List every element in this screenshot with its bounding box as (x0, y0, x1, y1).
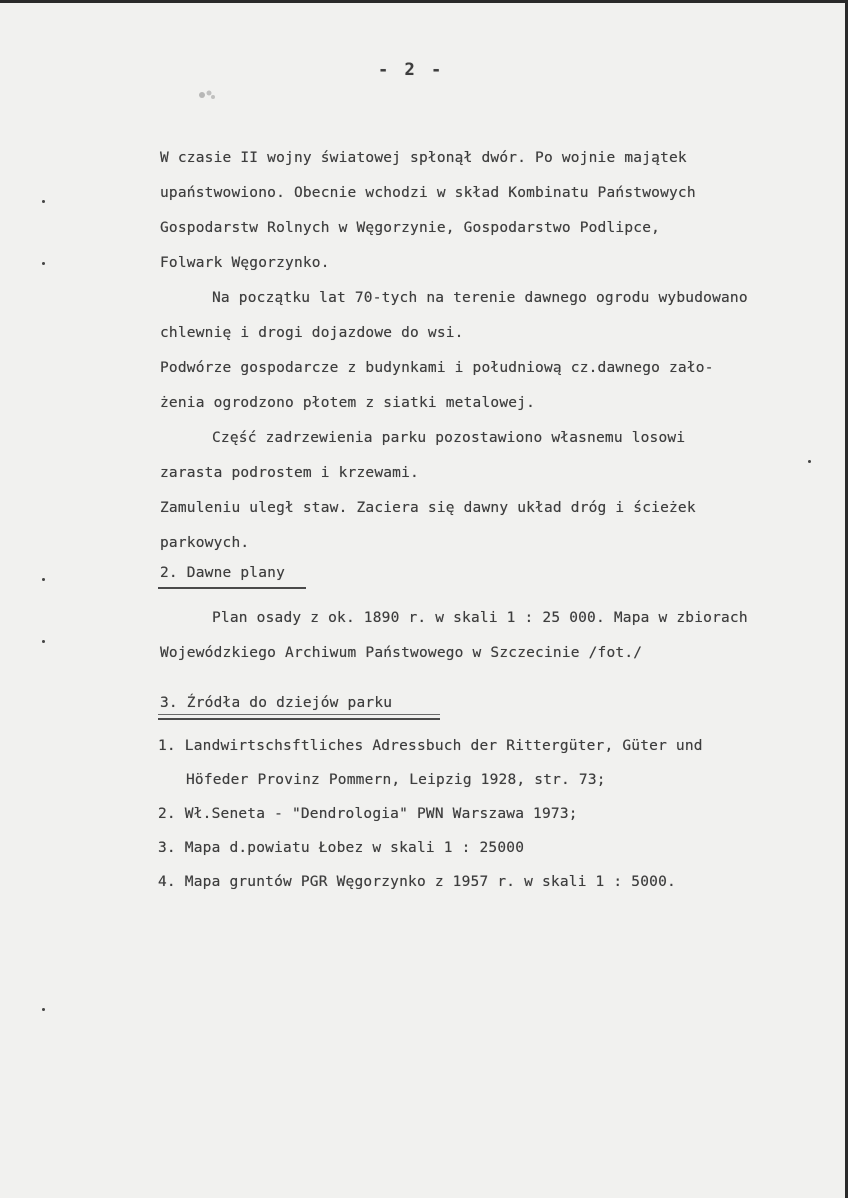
source-item: 1. Landwirtschsftliches Adressbuch der Rittergüter, Güter und (158, 738, 703, 754)
source-item: 3. Mapa d.powiatu Łobez w skali 1 : 25000 (158, 840, 525, 856)
text-line: żenia ogrodzono płotem z siatki metalowej. (160, 395, 536, 411)
source-item: 2. Wł.Seneta - "Dendrologia" PWN Warszawa 1973; (158, 806, 578, 822)
margin-speck (42, 262, 45, 265)
text-line: Podwórze gospodarcze z budynkami i południową cz.dawnego zało- (160, 360, 714, 376)
text-line: Wojewódzkiego Archiwum Państwowego w Szczecinie /fot./ (160, 645, 643, 661)
text-line: Gospodarstw Rolnych w Węgorzynie, Gospodarstwo Podlipce, (160, 220, 661, 236)
margin-speck (808, 460, 811, 463)
text-line: parkowych. (160, 535, 250, 551)
margin-speck (42, 200, 45, 203)
source-item-continued: Höfeder Provinz Pommern, Leipzig 1928, str. 73; (186, 772, 606, 788)
scan-edge-top (0, 0, 848, 3)
section-3-heading: 3. Źródła do dziejów parku (160, 695, 393, 711)
margin-speck (42, 640, 45, 643)
section-2-heading: 2. Dawne plany (160, 565, 286, 581)
text-line: zarasta podrostem i krzewami. (160, 465, 419, 481)
text-line: Część zadrzewienia parku pozostawiono własnemu losowi (212, 430, 686, 446)
source-item: 4. Mapa gruntów PGR Węgorzynko z 1957 r. w skali 1 : 5000. (158, 874, 676, 890)
section-3-underline (158, 718, 440, 720)
text-line: W czasie II wojny światowej spłonął dwór. Po wojnie majątek (160, 150, 687, 166)
margin-speck (42, 578, 45, 581)
margin-speck (42, 1008, 45, 1011)
text-line: chlewnię i drogi dojazdowe do wsi. (160, 325, 464, 341)
section-3-underline (158, 714, 440, 715)
text-line: upaństwowiono. Obecnie wchodzi w skład Kombinatu Państwowych (160, 185, 696, 201)
page-number: - 2 - (378, 60, 445, 80)
text-line: Na początku lat 70-tych na terenie dawnego ogrodu wybudowano (212, 290, 748, 306)
section-2-underline (158, 587, 306, 589)
text-line: Folwark Węgorzynko. (160, 255, 330, 271)
stamp-mark-icon (196, 88, 218, 102)
text-line: Plan osady z ok. 1890 r. w skali 1 : 25 000. Mapa w zbiorach (212, 610, 748, 626)
text-line: Zamuleniu uległ staw. Zaciera się dawny układ dróg i ścieżek (160, 500, 696, 516)
